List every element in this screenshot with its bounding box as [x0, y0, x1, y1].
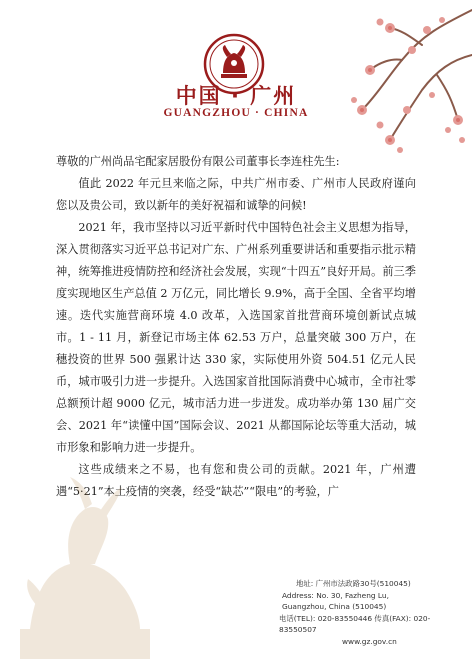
footer-contact	[174, 578, 434, 648]
footer-phone-fax: 电话(TEL): 020-83550446 传真(FAX): 020-83550507	[279, 613, 431, 635]
letter-salutation: 尊敬的广州尚品宅配家居股份有限公司董事长李连柱先生:	[56, 155, 340, 168]
letter-paragraph: 这些成绩来之不易，也有您和贵公司的贡献。2021 年，广州遭遇“5·21”本土疫情的突袭，经受“缺芯”“限电”的考验，广	[56, 463, 416, 498]
letter-paragraph: 值此 2022 年元旦来临之际，中共广州市委、广州市人民政府谨向您以及贵公司，致以新年的美好祝福和诚挚的问候!	[56, 177, 416, 212]
five-goats-statue-watermark	[0, 459, 170, 659]
city-name-chinese: 中国 · 广州	[175, 84, 297, 108]
letter-paragraph: 2021 年，我市坚持以习近平新时代中国特色社会主义思想为指导，深入贯彻落实习近平总书记对广东、广州系列重要讲话和重要指示批示精神，统筹推进疫情防控和经济社会发展，实现“十四五”良好开局。前三季度实现地区生产总值 2 万亿元，同比增长 9.9%，高于全国、全省平均增速。迭代实施营商环境 4.0 改革，入选国家首批营商环境创新试点城市。1 - 11 月，新登记市场主体 62.53 万户，总量突破 300 万户，在穗投资的世界 500 强累计达 330 家，实际使用外资 504.51 亿元人民币，城市吸引力进一步提升。入选国家首批国际消费中心城市，全市社零总额预计超 9000 亿元，城市活力进一步迸发。成功举办第 130 届广交会、2021 年“读懂中国”国际会议、2021 从都国际论坛等重大活动，城市形象和影响力进一步提升。	[56, 221, 416, 454]
footer-website: www.gz.gov.cn	[342, 636, 397, 646]
footer-address-en: Address: No. 30, Fazheng Lu, Guangzhou, China (510045)	[282, 590, 389, 612]
footer-address-cn: 地址: 广州市法政路30号(510045)	[296, 579, 411, 588]
city-name-english: GUANGZHOU · CHINA	[163, 107, 309, 119]
letter-body	[56, 151, 416, 503]
